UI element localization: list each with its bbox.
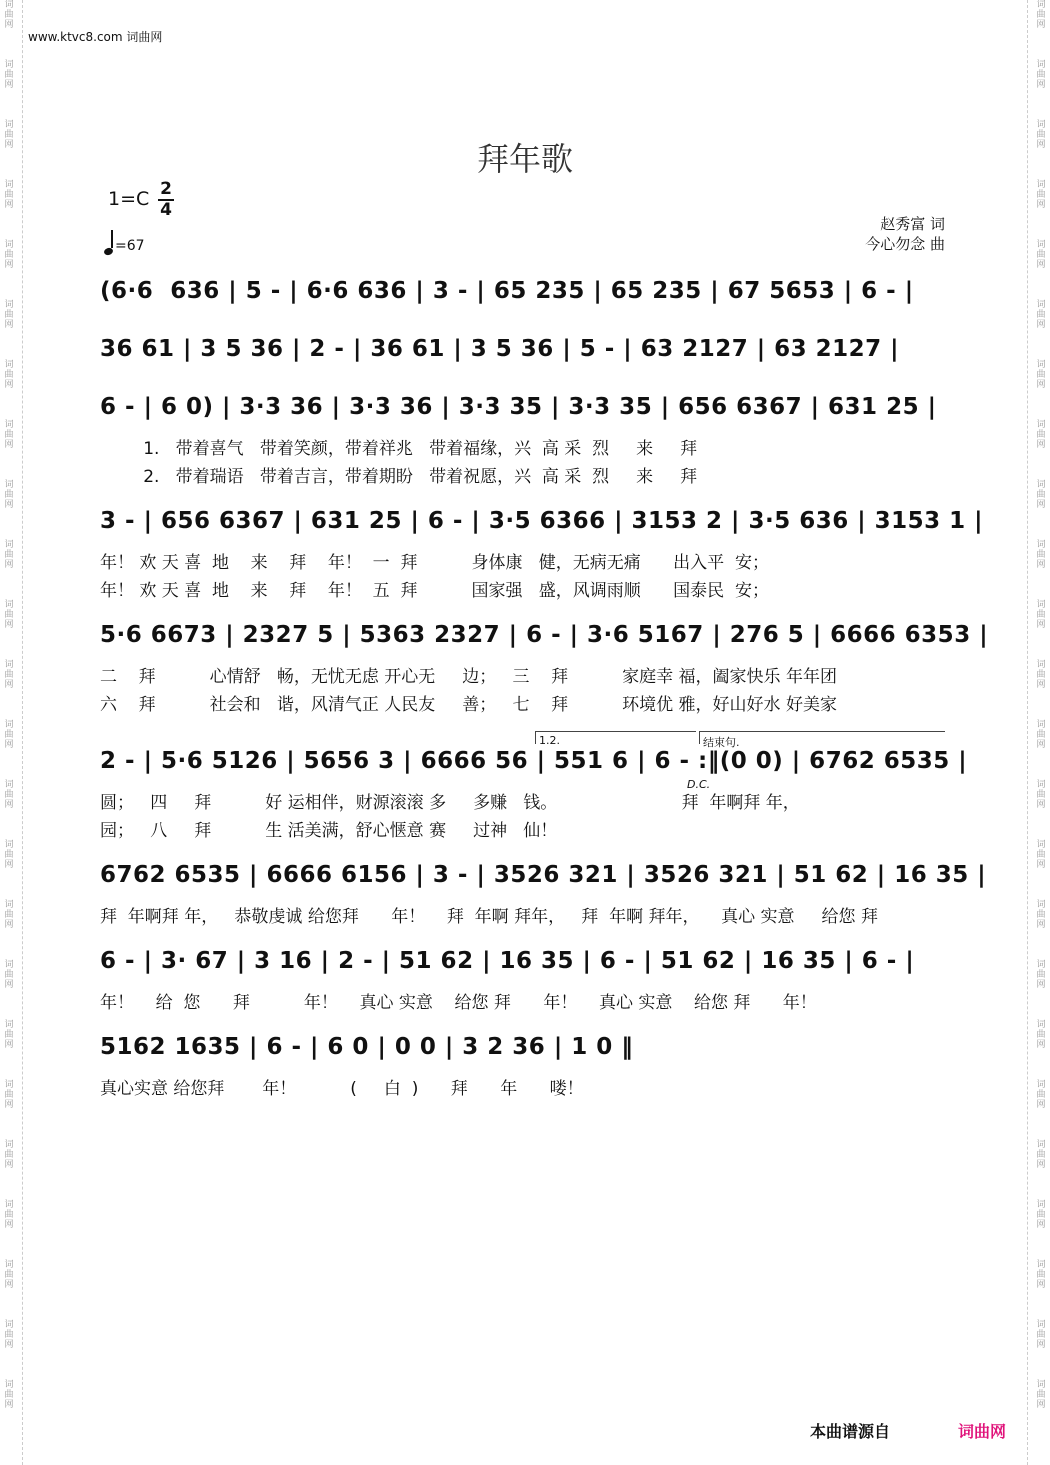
side-watermark-text: 词 曲 网 [4, 900, 14, 930]
side-watermark-text: 词 曲 网 [4, 540, 14, 570]
lyricist-credit: 赵秀富 词 [880, 215, 945, 233]
composer-credit: 今心勿念 曲 [865, 235, 945, 253]
lyric-line-10: 年！ 给 您 拜 年！ 真心 实意 给您 拜 年！ 真心 实意 给您 拜 年！ [100, 993, 817, 1013]
music-line-3: 6 - | 6 0) | 3·3 36 | 3·3 36 | 3·3 35 | 3·3 35 | 656 6367 | 631 25 | [100, 394, 937, 420]
dc-marking: D.C. [687, 778, 711, 791]
lyric-line-7: 圆； 四 拜 好 运相伴，财源滚滚 多 多赚 钱。 拜 年啊拜 年， [100, 793, 800, 813]
side-watermark-text: 词 曲 网 [1036, 1260, 1046, 1290]
side-watermark-text: 词 曲 网 [1036, 300, 1046, 330]
side-watermark-text: 词 曲 网 [4, 1080, 14, 1110]
lyric-line-4: 年！ 欢 天 喜 地 来 拜 年！ 五 拜 国家强 盛，风调雨顺 国泰民 安； [100, 581, 769, 601]
side-watermark-text: 词 曲 网 [4, 1200, 14, 1230]
side-watermark-text: 词 曲 网 [4, 1020, 14, 1050]
ending-label: 结束句. [703, 736, 740, 749]
side-watermark-text: 词 曲 网 [1036, 1320, 1046, 1350]
lyric-line-6: 六 拜 社会和 谐，风清气正 人民友 善； 七 拜 环境优 雅，好山好水 好美家 [100, 695, 837, 715]
side-watermark-text: 词 曲 网 [4, 480, 14, 510]
time-signature [158, 180, 174, 220]
note-stem [111, 230, 113, 248]
side-watermark-text: 词 曲 网 [1036, 1020, 1046, 1050]
left-dashed-border [22, 0, 23, 1465]
site-url: www.ktvc8.com 词曲网 [28, 30, 163, 44]
side-watermark-text: 词 曲 网 [4, 600, 14, 630]
side-watermark-text: 词 曲 网 [4, 840, 14, 870]
side-watermark-text: 词 曲 网 [1036, 1080, 1046, 1110]
lyric-line-11: 真心实意 给您拜 年！ ( 白 ) 拜 年 喽！ [100, 1079, 584, 1099]
side-watermark-text: 词 曲 网 [1036, 960, 1046, 990]
music-line-7: 6762 6535 | 6666 6156 | 3 - | 3526 321 | 3526 321 | 51 62 | 16 35 | [100, 862, 987, 888]
music-line-4: 3 - | 656 6367 | 631 25 | 6 - | 3·5 6366 | 3153 2 | 3·5 636 | 3153 1 | [100, 508, 984, 534]
side-watermark-text: 词 曲 网 [4, 0, 14, 30]
side-watermark-text: 词 曲 网 [1036, 120, 1046, 150]
meter-numerator: 2 [158, 180, 174, 201]
lyric-line-3: 年！ 欢 天 喜 地 来 拜 年！ 一 拜 身体康 健，无病无痛 出入平 安； [100, 553, 769, 573]
side-watermark-text: 词 曲 网 [1036, 360, 1046, 390]
lyric-line-9: 拜 年啊拜 年， 恭敬虔诚 给您拜 年！ 拜 年啊 拜年， 拜 年啊 拜年， 真心 实意 给您 拜 [100, 907, 878, 927]
side-watermark-text: 词 曲 网 [4, 420, 14, 450]
music-line-6: 2 - | 5·6 5126 | 5656 3 | 6666 56 | 551 6 | 6 - :‖(0 0) | 6762 6535 | [100, 748, 968, 774]
left-watermark-strip [2, 0, 16, 1465]
side-watermark-text: 词 曲 网 [1036, 1380, 1046, 1410]
music-line-1: (6·6 636 | 5 - | 6·6 636 | 3 - | 65 235 | 65 235 | 67 5653 | 6 - | [100, 278, 914, 304]
side-watermark-text: 词 曲 网 [1036, 540, 1046, 570]
side-watermark-text: 词 曲 网 [4, 1260, 14, 1290]
side-watermark-text: 词 曲 网 [1036, 840, 1046, 870]
music-line-8: 6 - | 3· 67 | 3 16 | 2 - | 51 62 | 16 35 | 6 - | 51 62 | 16 35 | 6 - | [100, 948, 915, 974]
side-watermark-text: 词 曲 网 [1036, 900, 1046, 930]
meter-denominator: 4 [160, 200, 172, 220]
side-watermark-text: 词 曲 网 [4, 720, 14, 750]
side-watermark-text: 词 曲 网 [4, 1380, 14, 1410]
side-watermark-text: 词 曲 网 [4, 1320, 14, 1350]
side-watermark-text: 词 曲 网 [4, 180, 14, 210]
right-watermark-strip [1034, 0, 1048, 1465]
footer-brand-link[interactable]: 词曲网 [958, 1422, 1007, 1441]
lyric-line-8: 园； 八 拜 生 活美满，舒心惬意 赛 过神 仙！ [100, 821, 558, 841]
side-watermark-text: 词 曲 网 [4, 360, 14, 390]
side-watermark-text: 词 曲 网 [1036, 1140, 1046, 1170]
key-signature: 1=C [108, 188, 150, 210]
song-title: 拜年歌 [476, 140, 573, 178]
footer-source-label: 本曲谱源自 [810, 1422, 891, 1441]
side-watermark-text: 词 曲 网 [4, 60, 14, 90]
tempo-marking [104, 232, 145, 254]
tempo-value: =67 [115, 238, 145, 254]
music-line-2: 36 61 | 3 5 36 | 2 - | 36 61 | 3 5 36 | 5 - | 63 2127 | 63 2127 | [100, 336, 900, 362]
side-watermark-text: 词 曲 网 [4, 300, 14, 330]
volta-label: 1.2. [539, 734, 560, 747]
music-line-5: 5·6 6673 | 2327 5 | 5363 2327 | 6 - | 3·6 5167 | 276 5 | 6666 6353 | [100, 622, 989, 648]
side-watermark-text: 词 曲 网 [1036, 180, 1046, 210]
music-line-9: 5162 1635 | 6 - | 6 0 | 0 0 | 3 2 36 | 1 0 ‖ [100, 1034, 634, 1060]
side-watermark-text: 词 曲 网 [1036, 240, 1046, 270]
side-watermark-text: 词 曲 网 [1036, 1200, 1046, 1230]
right-dashed-border [1027, 0, 1028, 1465]
quarter-note-icon [103, 247, 114, 257]
side-watermark-text: 词 曲 网 [1036, 420, 1046, 450]
lyric-line-1: 1. 带着喜气 带着笑颜，带着祥兆 带着福缘，兴 高 采 烈 来 拜 [100, 439, 698, 459]
side-watermark-text: 词 曲 网 [1036, 60, 1046, 90]
side-watermark-text: 词 曲 网 [4, 780, 14, 810]
side-watermark-text: 词 曲 网 [4, 960, 14, 990]
side-watermark-text: 词 曲 网 [4, 240, 14, 270]
side-watermark-text: 词 曲 网 [4, 660, 14, 690]
side-watermark-text: 词 曲 网 [1036, 780, 1046, 810]
lyric-line-2: 2. 带着瑞语 带着吉言，带着期盼 带着祝愿，兴 高 采 烈 来 拜 [100, 467, 698, 487]
side-watermark-text: 词 曲 网 [1036, 600, 1046, 630]
side-watermark-text: 词 曲 网 [1036, 660, 1046, 690]
side-watermark-text: 词 曲 网 [1036, 480, 1046, 510]
lyric-line-5: 二 拜 心情舒 畅，无忧无虑 开心无 边； 三 拜 家庭幸 福，阖家快乐 年年团 [100, 667, 837, 687]
side-watermark-text: 词 曲 网 [4, 1140, 14, 1170]
side-watermark-text: 词 曲 网 [1036, 720, 1046, 750]
side-watermark-text: 词 曲 网 [4, 120, 14, 150]
side-watermark-text: 词 曲 网 [1036, 0, 1046, 30]
